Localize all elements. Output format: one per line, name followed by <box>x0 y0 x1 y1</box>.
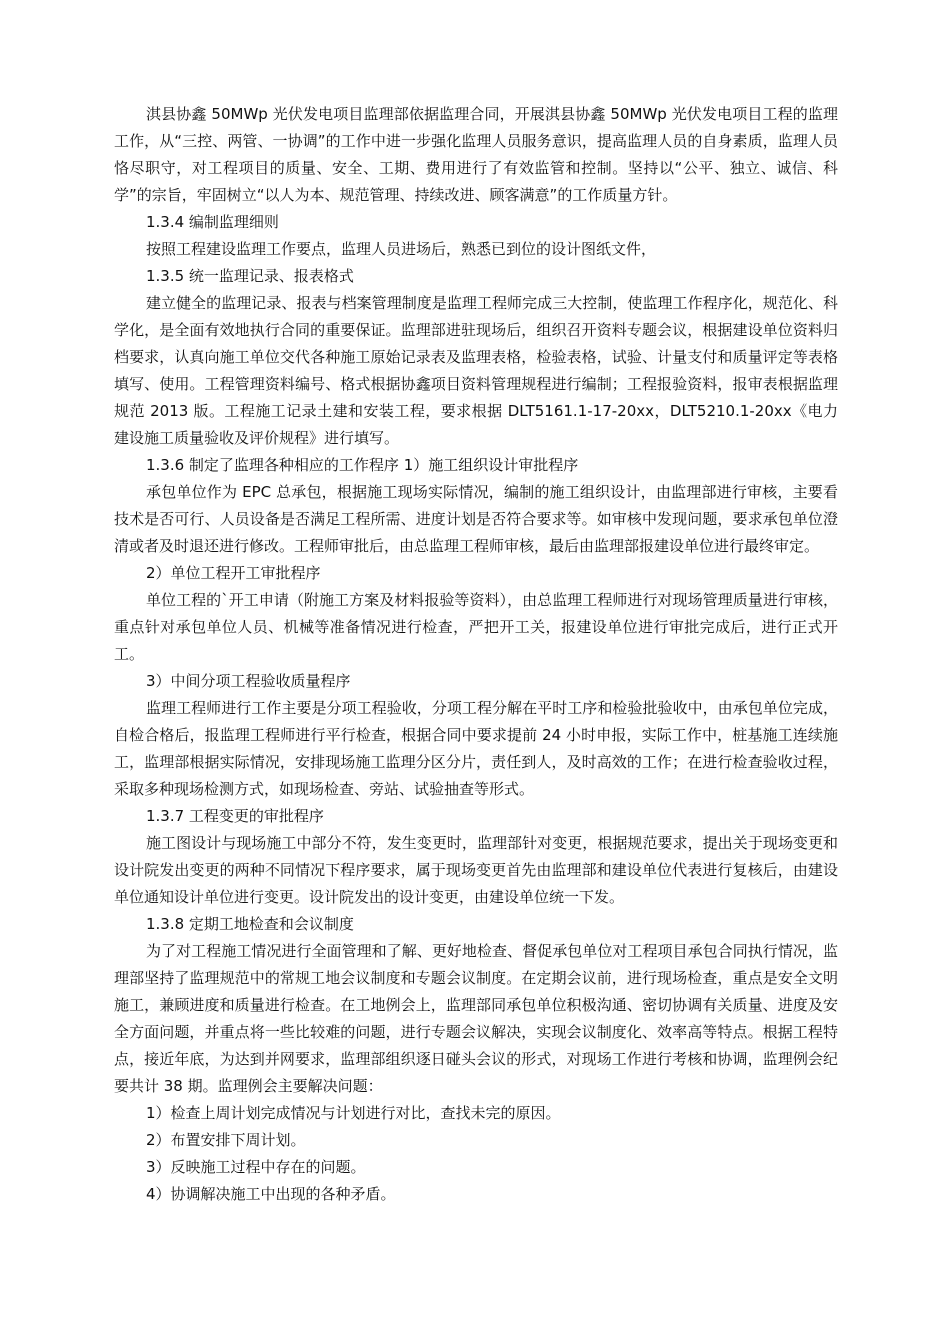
list-item: 1）检查上周计划完成情况与计划进行对比，查找未完的原因。 <box>146 1104 561 1122</box>
paragraph: 承包单位作为 EPC 总承包，根据施工现场实际情况，编制的施工组织设计，由监理部进行审核，主要看技术是否可行、人员设备是否满足工程所需、进度计划是否符合要求等。如审核中发现问题，要求承包单位澄清或者及时退还进行修改。工程师审批后，由总监理工程师审核，最后由监理部报建设单位进行最终审定。 <box>114 483 838 555</box>
section-heading: 1.3.8 定期工地检查和会议制度 <box>146 915 354 933</box>
section-heading: 1.3.4 编制监理细则 <box>146 213 279 231</box>
subsection-heading: 2）单位工程开工审批程序 <box>146 564 321 582</box>
section-heading: 1.3.7 工程变更的审批程序 <box>146 807 324 825</box>
paragraph: 淇县协鑫 50MWp 光伏发电项目监理部依据监理合同，开展淇县协鑫 50MWp 光伏发电项目工程的监理工作，从“三控、两管、一协调”的工作中进一步强化监理人员服务意识，提高监理人员的自身素质，监理人员恪尽职守，对工程项目的质量、安全、工期、费用进行了有效监管和控制。坚持以“公平、独立、诚信、科学”的宗旨，牢固树立“以人为本、规范管理、持续改进、顾客满意”的工作质量方针。 <box>114 105 838 204</box>
paragraph: 为了对工程施工情况进行全面管理和了解、更好地检查、督促承包单位对工程项目承包合同执行情况，监理部坚持了监理规范中的常规工地会议制度和专题会议制度。在定期会议前，进行现场检查，重点是安全文明施工，兼顾进度和质量进行检查。在工地例会上，监理部同承包单位积极沟通、密切协调有关质量、进度及安全方面问题，并重点将一些比较难的问题，进行专题会议解决，实现会议制度化、效率高等特点。根据工程特点，接近年底，为达到并网要求，监理部组织逐日碰头会议的形式，对现场工作进行考核和协调，监理例会纪要共计 38 期。监理例会主要解决问题： <box>114 942 838 1095</box>
paragraph: 建立健全的监理记录、报表与档案管理制度是监理工程师完成三大控制，使监理工作程序化，规范化、科学化，是全面有效地执行合同的重要保证。监理部进驻现场后，组织召开资料专题会议，根据建设单位资料归档要求，认真向施工单位交代各种施工原始记录表及监理表格，检验表格，试验、计量支付和质量评定等表格填写、使用。工程管理资料编号、格式根据协鑫项目资料管理规程进行编制；工程报验资料，报审表根据监理规范 2013 版。工程施工记录土建和安装工程，要求根据 DLT5161.1-17-20xx，DLT5210.1-20xx《电力建设施工质量验收及评价规程》进行填写。 <box>114 294 838 447</box>
list-item: 3）反映施工过程中存在的问题。 <box>146 1158 366 1176</box>
list-item: 2）布置安排下周计划。 <box>146 1131 306 1149</box>
paragraph: 施工图设计与现场施工中部分不符，发生变更时，监理部针对变更，根据规范要求，提出关于现场变更和设计院发出变更的两种不同情况下程序要求，属于现场变更首先由监理部和建设单位代表进行复核后，由建设单位通知设计单位进行变更。设计院发出的设计变更，由建设单位统一下发。 <box>114 834 838 906</box>
subsection-heading: 3）中间分项工程验收质量程序 <box>146 672 351 690</box>
section-heading: 1.3.6 制定了监理各种相应的工作程序 1）施工组织设计审批程序 <box>146 456 579 474</box>
section-heading: 1.3.5 统一监理记录、报表格式 <box>146 267 354 285</box>
list-item: 4）协调解决施工中出现的各种矛盾。 <box>146 1185 396 1203</box>
paragraph: 监理工程师进行工作主要是分项工程验收，分项工程分解在平时工序和检验批验收中，由承包单位完成，自检合格后，报监理工程师进行平行检查，根据合同中要求提前 24 小时申报，实际工作中，桩基施工连续施工，监理部根据实际情况，安排现场施工监理分区分片，责任到人，及时高效的工作；在进行检查验收过程，采取多种现场检测方式，如现场检查、旁站、试验抽查等形式。 <box>114 699 838 798</box>
paragraph: 按照工程建设监理工作要点，监理人员进场后，熟悉已到位的设计图纸文件， <box>146 240 657 258</box>
paragraph: 单位工程的`开工申请（附施工方案及材料报验等资料），由总监理工程师进行对现场管理质量进行审核，重点针对承包单位人员、机械等准备情况进行检查，严把开工关，报建设单位进行审批完成后，进行正式开工。 <box>114 591 838 663</box>
